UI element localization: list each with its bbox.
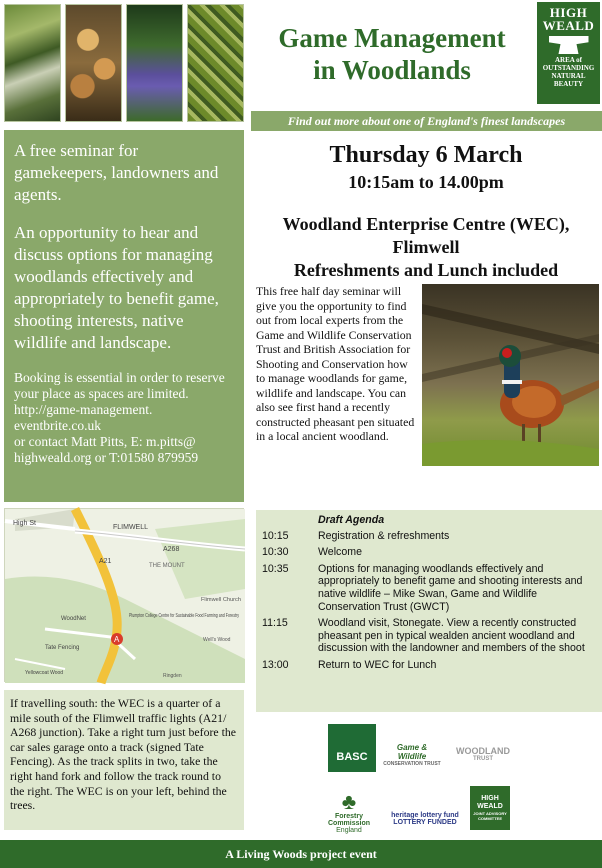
left-column xyxy=(0,0,248,840)
agenda-row xyxy=(262,530,596,543)
woodland-logo-sub: TRUST xyxy=(473,756,493,762)
agenda-title: Draft Agenda xyxy=(318,514,385,526)
hw-logo-sub4: BEAUTY xyxy=(553,80,584,88)
lottery-logo-sub: LOTTERY FUNDED xyxy=(393,819,457,826)
pheasant-photo xyxy=(422,284,599,466)
intro-lead: A free seminar for gamekeepers, landowners and agents. xyxy=(14,141,219,204)
agenda-text: Return to WEC for Lunch xyxy=(318,658,437,671)
gwct-logo-text: Game & Wildlife xyxy=(396,743,428,761)
intro-box xyxy=(4,130,244,502)
woodland-logo-text: WOODLAND xyxy=(456,746,510,756)
partner-logos xyxy=(256,716,602,836)
high-weald-logo xyxy=(537,2,600,104)
agenda-text: Registration & refreshments xyxy=(318,529,450,542)
map-label-tate-fencing: Tate Fencing xyxy=(45,645,80,651)
agenda-time: 10:15 xyxy=(262,529,289,542)
draft-agenda xyxy=(256,510,602,712)
agenda-row xyxy=(262,617,596,655)
contact-line-2: highweald.org or T:01580 879959 xyxy=(14,450,199,465)
booking-url-2[interactable]: eventbrite.co.uk xyxy=(14,418,101,433)
map-label-woodnet: WoodNet xyxy=(61,616,86,622)
tree-icon: ♣ xyxy=(341,788,357,814)
agenda-text: Welcome xyxy=(318,546,362,559)
map-marker-label: A xyxy=(114,635,120,644)
event-venue xyxy=(256,213,596,282)
agenda-row xyxy=(262,546,596,559)
agenda-row xyxy=(262,659,596,672)
anvil-icon xyxy=(549,36,589,54)
hw-logo-sub1: AREA of xyxy=(554,56,583,64)
hwjac-line2: WEALD xyxy=(477,803,503,810)
basc-logo-text: BASC xyxy=(336,751,368,763)
lottery-logo xyxy=(390,788,460,836)
map-label-ringden: Ringden xyxy=(163,673,182,679)
map-label-church: Flimwell Church xyxy=(201,597,242,603)
hw-logo-line2: WEALD xyxy=(542,18,595,33)
agenda-time: 10:35 xyxy=(262,562,289,575)
map-label-high-st: High St xyxy=(13,520,36,527)
contact-line-1: or contact Matt Pitts, E: m.pitts@ xyxy=(14,434,196,449)
hwjac-line1: HIGH xyxy=(481,795,499,802)
venue-line-2: Flimwell xyxy=(392,237,460,257)
directions-text: If travelling south: the WEC is a quarter of a mile south of the Flimwell traffic lights (A21/ A268 junction). Take a right turn just before the car sales garage onto a track (signed Tate Fencing). As the track splits in two, take the right hand fork and follow the track round to the right. The WEC is on your left, behind the trees. xyxy=(4,690,244,830)
agenda-time: 13:00 xyxy=(262,658,289,671)
map-label-a268: A268 xyxy=(163,546,180,553)
booking-url-1[interactable]: http://game-management. xyxy=(14,402,153,417)
high-weald-jac-logo xyxy=(470,786,510,830)
photo-strip xyxy=(4,4,244,122)
agenda-row xyxy=(262,563,596,613)
hw-logo-sub3: NATURAL xyxy=(551,72,586,80)
lottery-logo-text: heritage lottery fund xyxy=(391,812,459,819)
agenda-text: Woodland visit, Stonegate. View a recently constructed pheasant pen in typical wealden ancient woodland and discussion with the landowner and members of the shoot xyxy=(318,617,585,655)
photo-fungi xyxy=(65,4,122,122)
gwct-logo xyxy=(382,724,442,772)
map-label-yellowcoat: Yellowcoat Wood xyxy=(25,670,64,676)
page-title xyxy=(256,22,528,86)
event-time: 10:15am to 14.00pm xyxy=(348,172,504,192)
map-label-wells-wood: Well's Wood xyxy=(203,637,231,643)
photo-bluebells xyxy=(126,4,183,122)
booking-text: Booking is essential in order to reserve your place as spaces are limited. xyxy=(14,370,225,401)
map-label-plumpton: Plumpton College Centre for Sustainable Food Farming and Forestry xyxy=(129,613,240,619)
intro-lead-2: An opportunity to hear and discuss options for managing woodlands effectively and appropriately to benefit game, shooting interests, native wildlife and landscape. xyxy=(14,223,219,352)
map-label-flimwell: FLIMWELL xyxy=(113,524,149,531)
footer-banner: A Living Woods project event xyxy=(0,840,602,868)
event-date: Thursday 6 March xyxy=(329,142,523,168)
forestry-logo-sub: England xyxy=(336,826,362,834)
basc-logo xyxy=(328,724,376,772)
title-line-1: Game Management xyxy=(278,23,506,53)
forestry-logo-text: Forestry Commission xyxy=(327,812,370,827)
tagline-banner: Find out more about one of England's finest landscapes xyxy=(251,111,602,131)
forestry-commission-logo xyxy=(316,788,382,836)
venue-line-3: Refreshments and Lunch included xyxy=(293,260,559,280)
agenda-time: 10:30 xyxy=(262,546,289,559)
hw-logo-sub2: OUTSTANDING xyxy=(542,64,595,72)
venue-line-1: Woodland Enterprise Centre (WEC), xyxy=(282,214,570,234)
title-line-2: in Woodlands xyxy=(313,55,471,85)
map-label-a21: A21 xyxy=(99,558,112,565)
gwct-logo-sub: CONSERVATION TRUST xyxy=(383,761,441,767)
agenda-text: Options for managing woodlands effectively and appropriately to benefit game and shooting interests and native wildlife – Mike Swan, Game and Wildlife Conservation Trust (GWCT) xyxy=(318,562,583,613)
map-label-the-mount: THE MOUNT xyxy=(149,563,185,569)
photo-leaves xyxy=(187,4,244,122)
woodland-trust-logo xyxy=(448,724,518,772)
hwjac-sub: JOINT ADVISORY COMMITTEE xyxy=(473,811,507,821)
photo-waterfall xyxy=(4,4,61,122)
agenda-time: 11:15 xyxy=(262,617,288,630)
location-map xyxy=(4,508,244,682)
seminar-description: This free half day seminar will give you the opportunity to find out from local experts from the Game and Wildlife Conservation Trust and British Association for Shooting and Conservation how to manage woodlands for game, wildlife and landscape. You can also see first hand a recently constructed pheasant pen situated in a local ancient woodland. xyxy=(256,284,415,443)
hw-logo-line1: HIGH xyxy=(549,5,588,20)
